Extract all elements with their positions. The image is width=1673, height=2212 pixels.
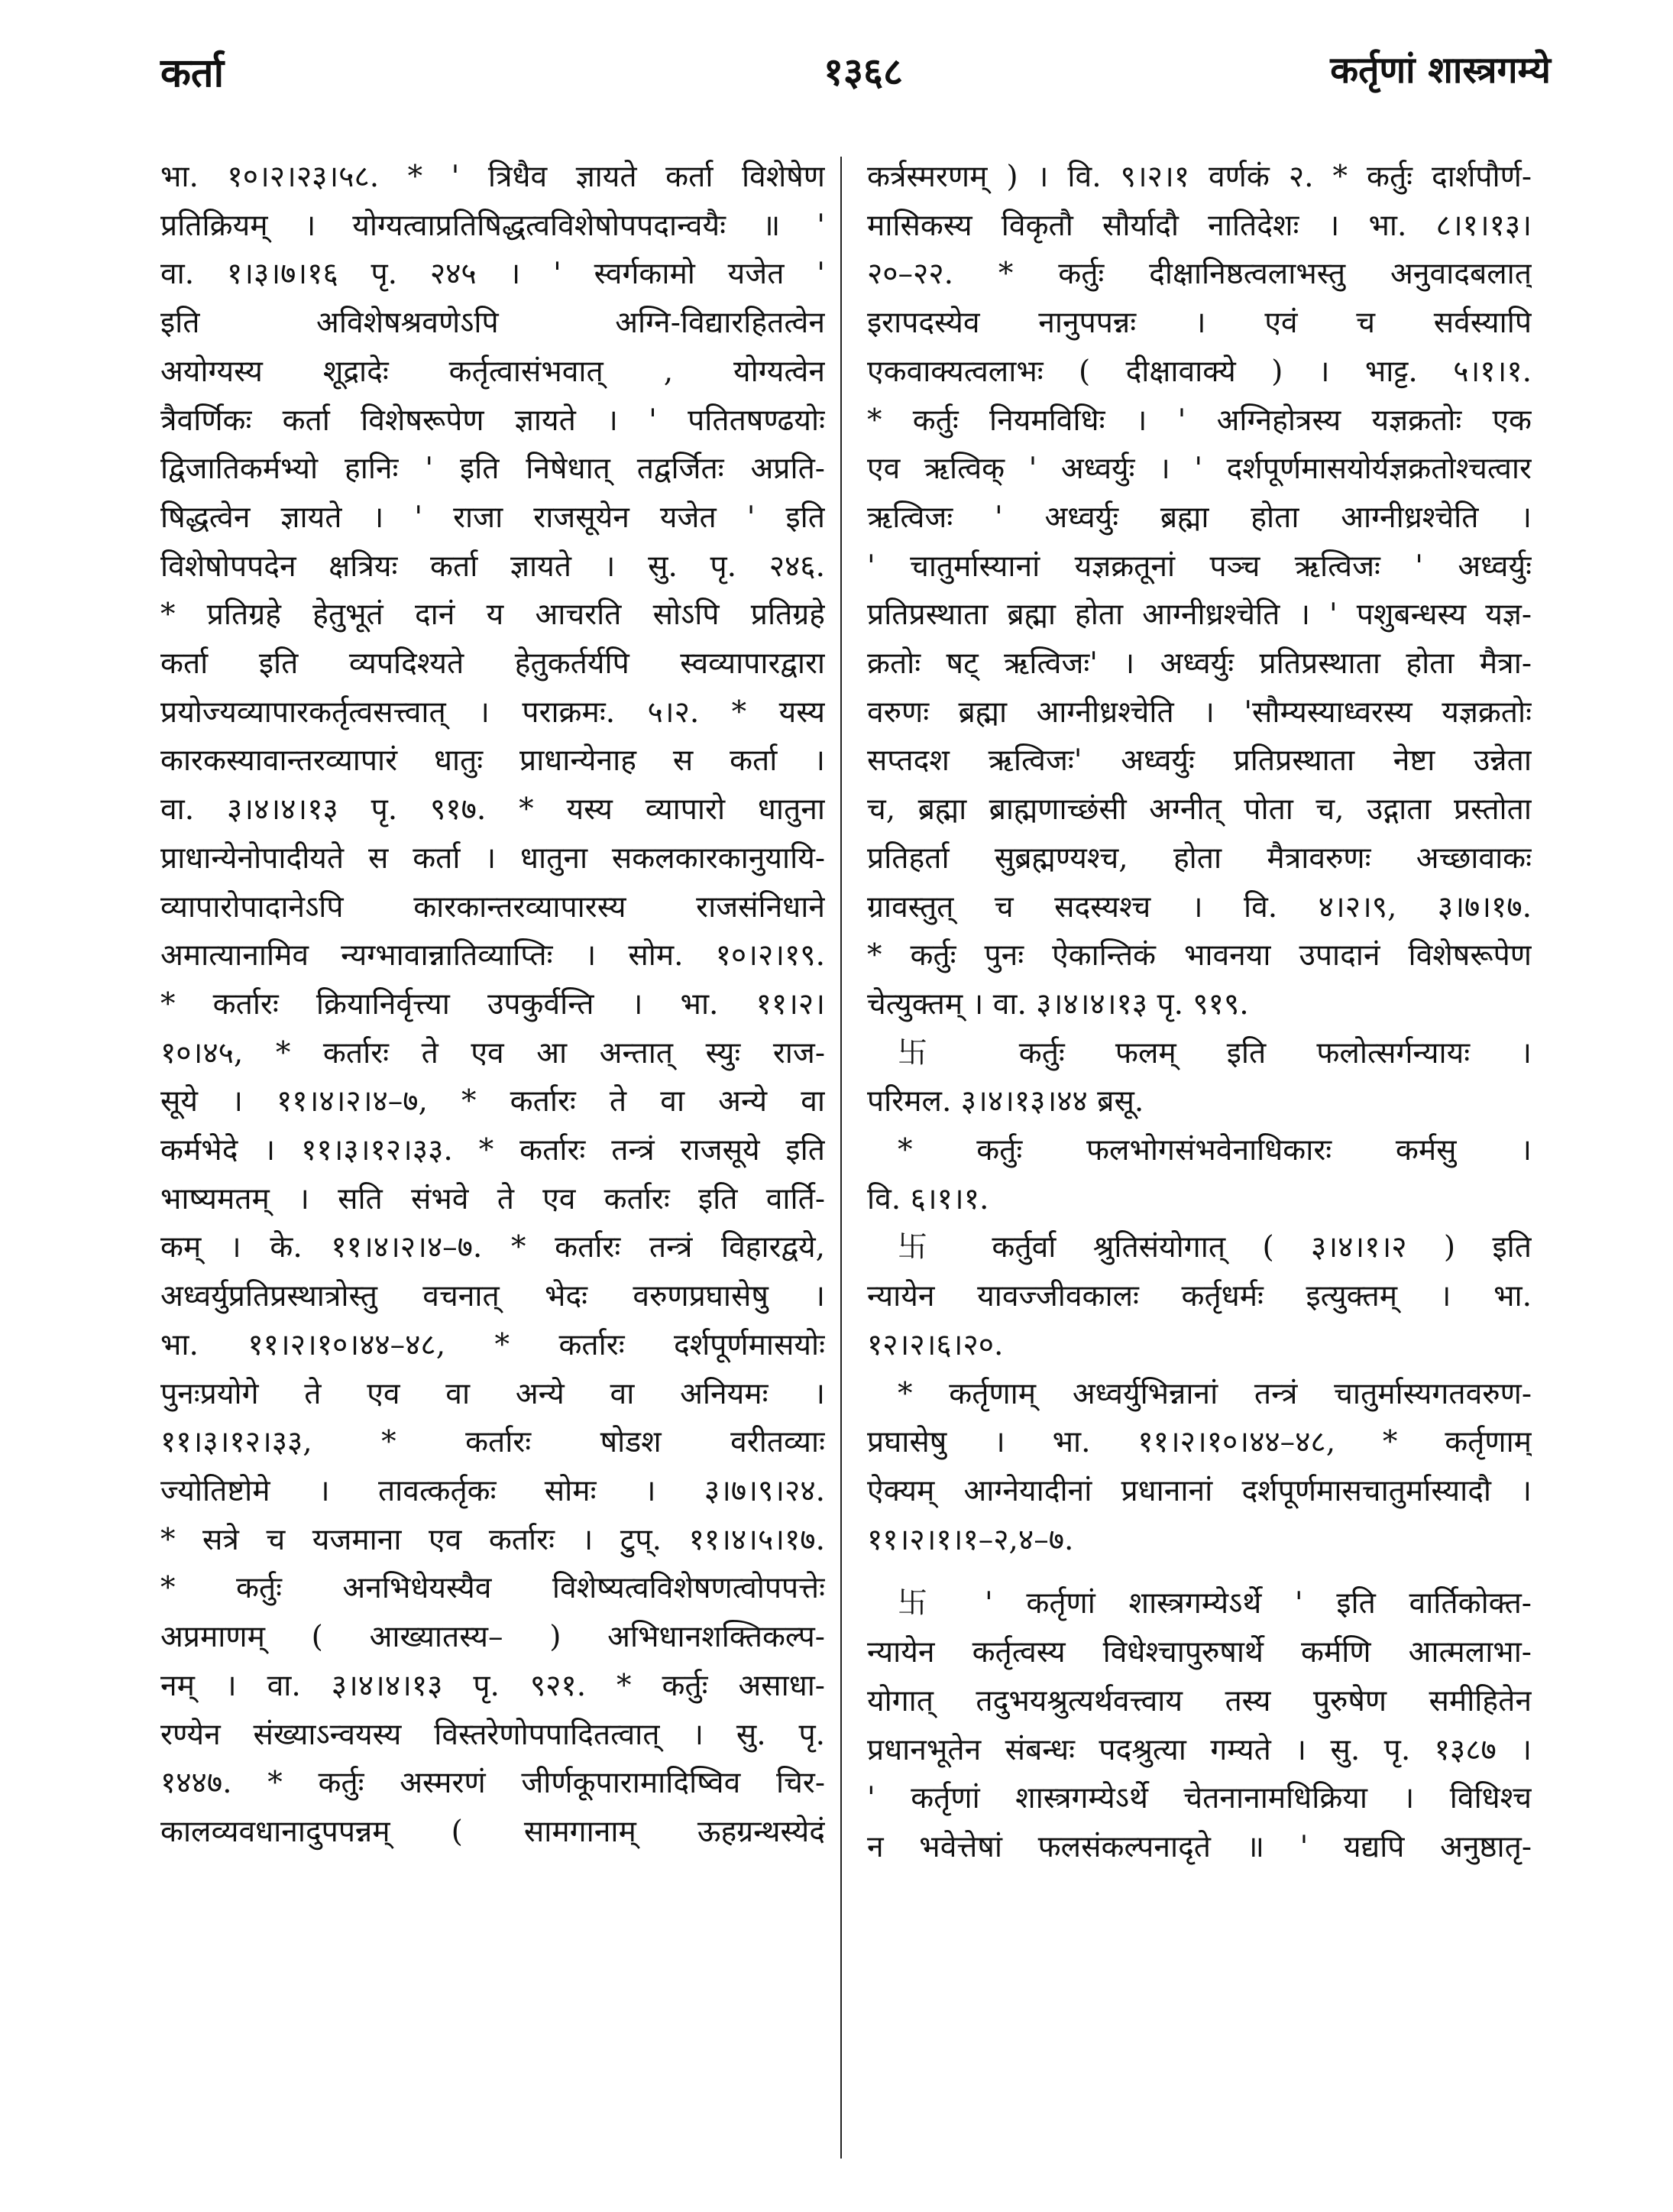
text-line: * कर्तुः अनभिधेयस्यैव विशेष्यत्वविशेषणत्वोपपत्तेः <box>160 1571 825 1606</box>
text-line: वा. १।३।७।१६ पृ. २४५ । ' स्वर्गकामो यजेत ' <box>160 257 825 292</box>
text-line: ज्योतिष्टोमे । तावत्कर्तृकः सोमः । ३।७।९।२४. <box>160 1473 825 1508</box>
right-column <box>867 153 1532 2170</box>
text-line: षिद्धत्वेन ज्ञायते । ' राजा राजसूयेन यजेत ' इति <box>160 500 825 535</box>
text-line: रण्येन संख्याऽन्वयस्य विस्तरेणोपपादितत्वात् । सु. पृ. <box>160 1717 825 1752</box>
text-line: १४४७. * कर्तुः अस्मरणं जीर्णकूपारामादिष्विव चिर- <box>160 1766 825 1801</box>
text-line: * सत्रे च यजमाना एव कर्तारः । टुप्. ११।४।५।१७. <box>160 1522 825 1557</box>
text-line: वा. ३।४।४।१३ पृ. ९१७. * यस्य व्यापारो धातुना <box>160 792 825 827</box>
text-line: १२।२।६।२०. <box>867 1327 1004 1362</box>
text-line: सप्तदश ऋत्विजः' अध्वर्युः प्रतिप्रस्थाता नेष्टा उन्नेता <box>867 743 1532 779</box>
text-line: पुनःप्रयोगे ते एव वा अन्ये वा अनियमः । <box>160 1376 825 1411</box>
text-line: वि. ६।१।१. <box>867 1181 989 1216</box>
text-line: १०।४५, * कर्तारः ते एव आ अन्तात् स्युः राज- <box>160 1035 825 1070</box>
running-head-right: कर्तृणां शास्त्रगम्ये <box>1330 49 1551 92</box>
text-line: २०–२२. * कर्तुः दीक्षानिष्ठत्वलाभस्तु अनुवादबलात् <box>867 257 1532 292</box>
text-line: कर्त्रस्मरणम् ) । वि. ९।२।१ वर्णकं २. * कर्तुः दार्शपौर्ण- <box>867 160 1532 194</box>
text-line: कम् । के. ११।४।२।४–७. * कर्तारः तन्त्रं विहारद्वये, <box>160 1230 825 1265</box>
text-line: कालव्यवधानादुपपन्नम् ( सामगानाम् ऊहग्रन्थस्येदं <box>160 1814 825 1849</box>
text-line: ११।२।१।१–२,४–७. <box>867 1522 1074 1557</box>
text-line: * प्रतिग्रहे हेतुभूतं दानं य आचरति सोऽपि प्रतिग्रहे <box>160 598 825 633</box>
text-line: प्रघासेषु । भा. ११।२।१०।४४–४८, * कर्तृणाम् <box>867 1425 1532 1460</box>
text-line: अयोग्यस्य शूद्रादेः कर्तृत्वासंभवात् , योग्यत्वेन <box>160 354 825 389</box>
text-line: कर्ता इति व्यपदिश्यते हेतुकर्तर्यपि स्वव्यापारद्वारा <box>160 646 825 682</box>
text-line: प्रतिक्रियम् । योग्यत्वाप्रतिषिद्धत्वविशेषोपपदान्वयैः ॥ ' <box>160 208 825 243</box>
text-line: प्रतिप्रस्थाता ब्रह्मा होता आग्नीध्रश्चेति । ' पशुबन्धस्य यज्ञ- <box>867 598 1532 633</box>
text-line: मासिकस्य विकृतौ सौर्यादौ नातिदेशः । भा. ८।१।१३। <box>867 208 1532 243</box>
text-line: न्यायेन कर्तृत्वस्य विधेश्चापुरुषार्थे कर्मणि आत्मलाभा- <box>867 1635 1532 1670</box>
text-line: न्यायेन यावज्जीवकालः कर्तृधर्मः इत्युक्तम् । भा. <box>867 1279 1532 1314</box>
text-line: इरापदस्येव नानुपपन्नः । एवं च सर्वस्यापि <box>867 306 1532 341</box>
text-line: चेत्युक्तम् । वा. ३।४।४।१३ पृ. ९१९. <box>867 986 1249 1022</box>
text-line: एव ऋत्विक् ' अध्वर्युः । ' दर्शपूर्णमासयोर्यज्ञक्रतोश्चत्वार <box>867 452 1532 487</box>
text-line: ' चातुर्मास्यानां यज्ञक्रतूनां पञ्च ऋत्विजः ' अध्वर्युः <box>867 549 1532 584</box>
text-line: अध्वर्युप्रतिप्रस्थात्रोस्तु वचनात् भेदः वरुणप्रघासेषु । <box>160 1279 825 1314</box>
text-line: * कर्तुः फलभोगसंभवेनाधिकारः कर्मसु । <box>898 1133 1532 1168</box>
left-column <box>160 153 825 2170</box>
text-line: विशेषोपपदेन क्षत्रियः कर्ता ज्ञायते । सु. पृ. २४६. <box>160 549 825 584</box>
text-line: द्विजातिकर्मभ्यो हानिः ' इति निषेधात् तद्वर्जितः अप्रति- <box>160 452 825 487</box>
text-line: ' कर्तृणां शास्त्रगम्येऽर्थे चेतनानामधिक्रिया । विधिश्च <box>867 1781 1532 1816</box>
text-line: न भवेत्तेषां फलसंकल्पनादृते ॥ ' यद्यपि अनुष्ठातृ- <box>867 1829 1532 1864</box>
text-line: प्रधानभूतेन संबन्धः पदश्रुत्या गम्यते । सु. पृ. १३८७ । <box>867 1732 1532 1767</box>
text-line: भा. १०।२।२३।५८. * ' त्रिधैव ज्ञायते कर्ता विशेषेण <box>160 160 825 194</box>
text-line: एकवाक्यत्वलाभः ( दीक्षावाक्ये ) । भाट्ट. ५।१।१. <box>867 354 1532 389</box>
entry-heading: 卐 कर्तुर्वा श्रुतिसंयोगात् ( ३।४।१।२ ) इति <box>898 1230 1532 1265</box>
text-line: च, ब्रह्मा ब्राह्मणाच्छंसी अग्नीत् पोता च, उद्गाता प्रस्तोता <box>867 792 1532 827</box>
text-line: भाष्यमतम् । सति संभवे ते एव कर्तारः इति वार्ति- <box>160 1181 825 1216</box>
text-line: परिमल. ३।४।१३।४४ ब्रसू. <box>867 1084 1144 1119</box>
text-line: इति अविशेषश्रवणेऽपि अग्नि-विद्यारहितत्वेन <box>160 306 825 341</box>
text-line: अमात्यानामिव न्यग्भावान्नातिव्याप्तिः । सोम. १०।२।१९. <box>160 938 825 973</box>
text-line: नम् । वा. ३।४।४।१३ पृ. ९२१. * कर्तुः असाधा- <box>160 1668 825 1703</box>
text-line: योगात् तदुभयश्रुत्यर्थवत्त्वाय तस्य पुरुषेण समीहितेन <box>867 1683 1532 1718</box>
page-number: १३६८ <box>824 50 903 94</box>
text-line: क्रतोः षट् ऋत्विजः' । अध्वर्युः प्रतिप्रस्थाता होता मैत्रा- <box>867 646 1532 682</box>
text-line: भा. ११।२।१०।४४–४८, * कर्तारः दर्शपूर्णमासयोः <box>160 1327 825 1362</box>
text-line: * कर्तुः नियमविधिः । ' अग्निहोत्रस्य यज्ञक्रतोः एक <box>867 403 1532 438</box>
text-line: प्रतिहर्ता सुब्रह्मण्यश्च, होता मैत्रावरुणः अच्छावाकः <box>867 840 1532 876</box>
column-divider <box>840 157 842 2159</box>
text-line: वरुणः ब्रह्मा आग्नीध्रश्चेति । 'सौम्यस्याध्वरस्य यज्ञक्रतोः <box>867 695 1532 730</box>
text-line: प्राधान्येनोपादीयते स कर्ता । धातुना सकलकारकानुयायि- <box>160 840 825 876</box>
text-line: अप्रमाणम् ( आख्यातस्य– ) अभिधानशक्तिकल्प- <box>160 1620 825 1655</box>
text-line: ग्रावस्तुत् च सदस्यश्च । वि. ४।२।९, ३।७।१७. <box>867 889 1532 925</box>
text-line: * कर्तृणाम् अध्वर्युभिन्नानां तन्त्रं चातुर्मास्यगतवरुण- <box>898 1376 1532 1411</box>
text-line: त्रैवर्णिकः कर्ता विशेषरूपेण ज्ञायते । ' पतितषण्ढयोः <box>160 403 825 438</box>
text-line: कर्मभेदे । ११।३।१२।३३. * कर्तारः तन्त्रं राजसूये इति <box>160 1133 825 1168</box>
text-line: कारकस्यावान्तरव्यापारं धातुः प्राधान्येनाह स कर्ता । <box>160 743 825 779</box>
entry-heading: 卐 कर्तुः फलम् इति फलोत्सर्गन्यायः । <box>898 1035 1532 1070</box>
entry-heading: 卐 ' कर्तृणां शास्त्रगम्येऽर्थे ' इति वार्तिकोक्त- <box>898 1586 1532 1621</box>
text-line: व्यापारोपादानेऽपि कारकान्तरव्यापारस्य राजसंनिधाने <box>160 889 825 925</box>
text-line: ११।३।१२।३३, * कर्तारः षोडश वरीतव्याः <box>160 1425 825 1460</box>
text-line: ऐक्यम् आग्नेयादीनां प्रधानानां दर्शपूर्णमासचातुर्मास्यादौ । <box>867 1473 1532 1508</box>
text-line: सूये । ११।४।२।४–७, * कर्तारः ते वा अन्ये वा <box>160 1084 825 1119</box>
text-line: प्रयोज्यव्यापारकर्तृत्वसत्त्वात् । पराक्रमः. ५।२. * यस्य <box>160 695 825 730</box>
running-head-left: कर्ता <box>160 50 225 96</box>
text-line: * कर्तुः पुनः ऐकान्तिकं भावनया उपादानं विशेषरूपेण <box>867 938 1532 973</box>
text-line: * कर्तारः क्रियानिर्वृत्त्या उपकुर्वन्ति । भा. ११।२। <box>160 986 825 1022</box>
text-line: ऋत्विजः ' अध्वर्युः ब्रह्मा होता आग्नीध्रश्चेति । <box>867 500 1532 535</box>
